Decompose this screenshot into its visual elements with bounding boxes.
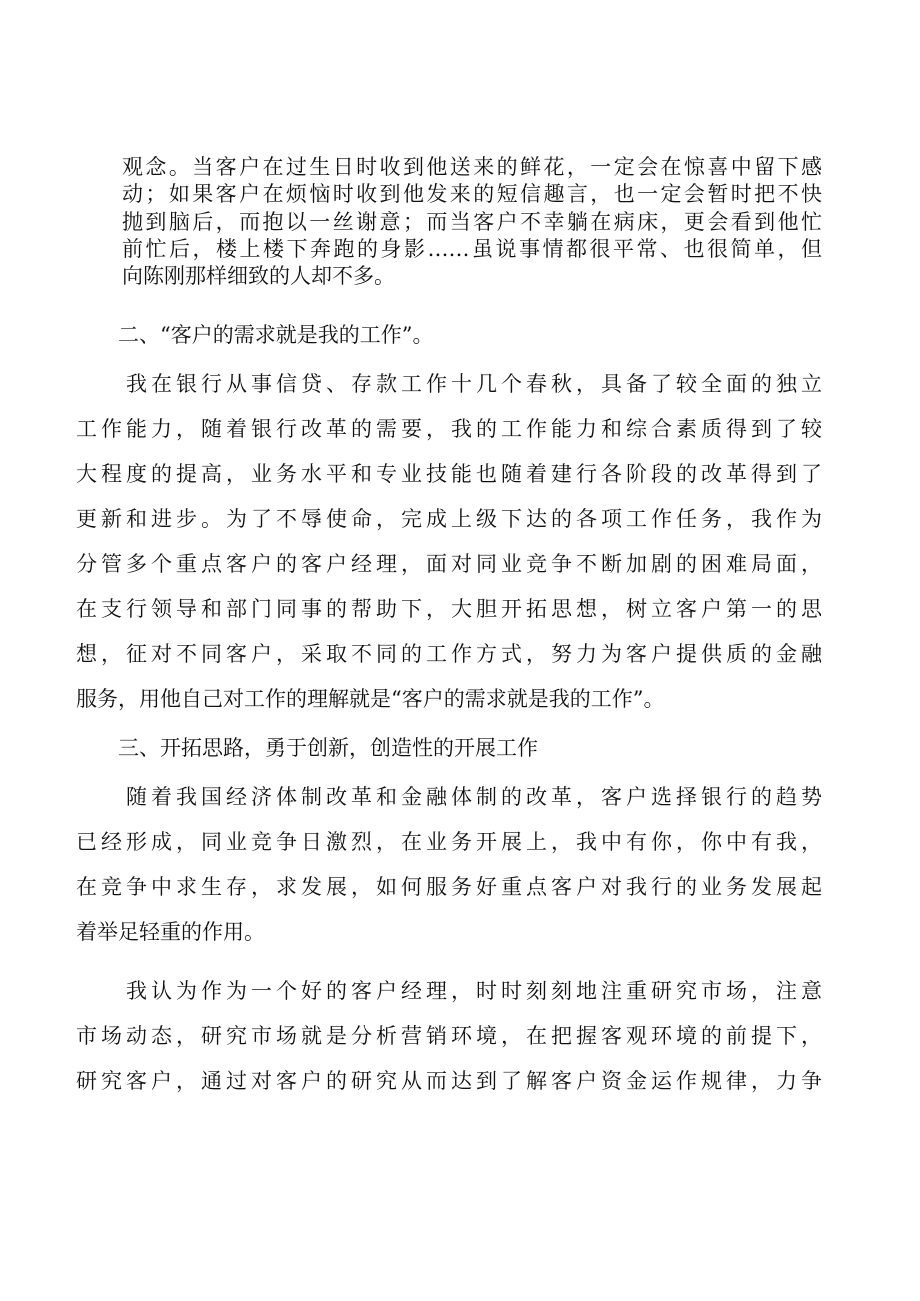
paragraph-section-3-continued [76,969,822,1104]
paragraph-intro [122,154,822,290]
paragraph-section-3 [76,775,822,955]
text-line: 向陈刚那样细致的人却不多。 [122,264,395,289]
text-line: 大程度的提高，业务水平和专业技能也随着建行各阶段的改革得到了 [76,462,822,487]
text-line: 在支行领导和部门同事的帮助下，大胆开拓思想，树立客户第一的思 [76,597,822,622]
text-line: 服务，用他自己对工作的理解就是“客户的需求就是我的工作”。 [76,687,665,712]
text-line: 想，征对不同客户，采取不同的工作方式，努力为客户提供质的金融 [76,642,822,667]
text-line: 着举足轻重的作用。 [76,920,265,945]
section-heading-2: 二、“客户的需求就是我的工作”。 [76,323,434,348]
text-line: 市场动态，研究市场就是分析营销环境，在把握客观环境的前提下， [76,1024,822,1049]
text-line: 动；如果客户在烦恼时收到他发来的短信趣言，也一定会暂时把不快 [122,182,822,207]
text-line: 工作能力，随着银行改革的需要，我的工作能力和综合素质得到了较 [76,417,822,442]
text-line: 随着我国经济体制改革和金融体制的改革，客户选择银行的趋势 [76,785,822,810]
document-body [76,154,822,1104]
text-line: 抛到脑后，而抱以一丝谢意；而当客户不幸躺在病床，更会看到他忙 [122,209,822,234]
text-line: 在竞争中求生存，求发展，如何服务好重点客户对我行的业务发展起 [76,875,822,900]
section-heading-3: 三、开拓思路，勇于创新，创造性的开展工作 [76,736,538,761]
text-line: 我在银行从事信贷、存款工作十几个春秋，具备了较全面的独立 [76,372,822,397]
text-line: 研究客户，通过对客户的研究从而达到了解客户资金运作规律，力争 [76,1069,822,1094]
paragraph-section-2 [76,362,822,722]
text-line: 我认为作为一个好的客户经理，时时刻刻地注重研究市场，注意 [76,979,822,1004]
text-line: 已经形成，同业竞争日激烈，在业务开展上，我中有你，你中有我， [76,830,822,855]
text-line: 前忙后，楼上楼下奔跑的身影……虽说事情都很平常、也很简单，但 [122,236,822,261]
text-line: 分管多个重点客户的客户经理，面对同业竞争不断加剧的困难局面， [76,552,822,577]
text-line: 观念。当客户在过生日时收到他送来的鲜花，一定会在惊喜中留下感 [122,155,822,179]
text-line: 更新和进步。为了不辱使命，完成上级下达的各项工作任务，我作为 [76,507,822,532]
